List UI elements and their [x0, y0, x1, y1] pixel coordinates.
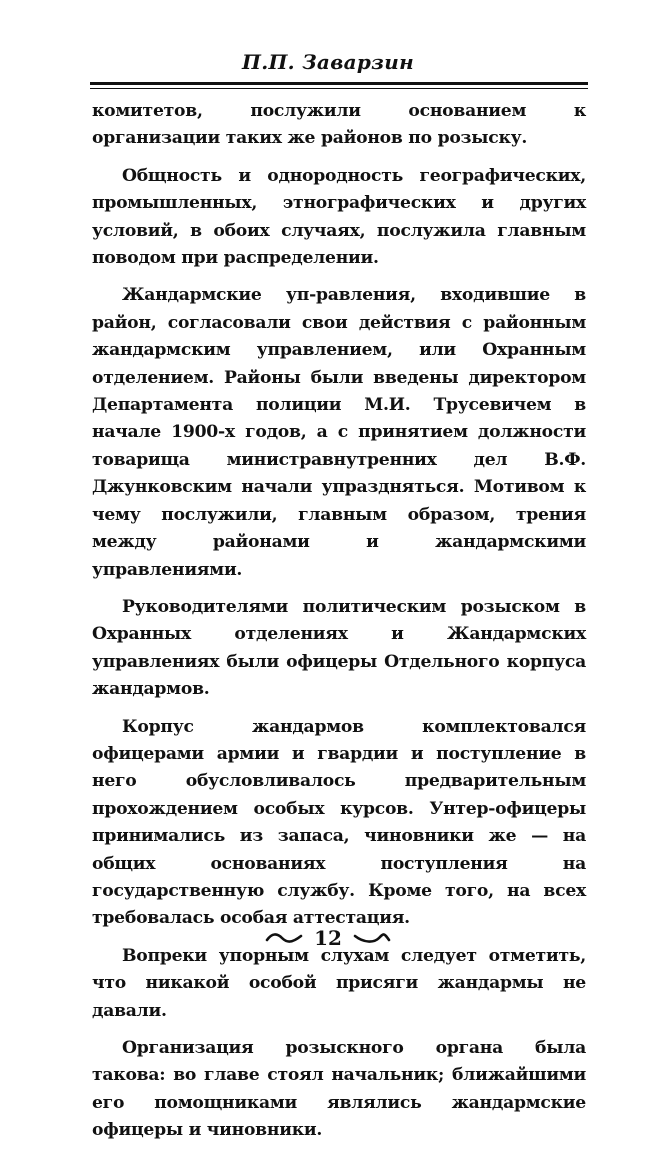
paragraph-6: Вопреки упорным слухам следует отметить, что никакой особой присяги жандармы не давали.: [92, 945, 586, 1021]
paragraph-4: Руководителями политическим розыском в Охранных отделениях и Жандармских управлениях были офицеры Отдельного корпуса жандармов.: [92, 596, 586, 700]
header-rule-thin: [90, 88, 588, 89]
paragraph-5: Корпус жандармов комплектовался офицерами армии и гвардии и поступление в него обусловливалось предварительным прохождением особых курсов. Унтер-офицеры принимались из запаса, чиновники же — на общих основаниях поступления на государственную службу. Кроме того, на всех требовалась особая аттестация.: [92, 716, 586, 929]
paragraph-7: Организация розыскного органа была такова: во главе стоял начальник; ближайшими его помощниками являлись жандармские офицеры и чиновники.: [92, 1038, 586, 1141]
paragraph-1: комитетов, послужили основанием к организации таких же районов по розыску.: [92, 101, 586, 149]
header-rule-thick: [90, 82, 588, 85]
paragraph-2: Общность и однородность географических, промышленных, этнографических и других условий, в обоих случаях, послужила главным поводом при распределении.: [92, 165, 586, 269]
page-number: 12: [314, 925, 342, 950]
running-head-title: П.П. Заварзин: [242, 50, 414, 74]
right-swash-ornament-icon: [353, 931, 391, 945]
paragraph-3: Жандармские уп-равления, входившие в район, согласовали свои действия с районным жандармским управлением, или Охранным отделением. Районы были введены директором Департамента полиции М.И. Трусевичем в начале 1900-х годов, а с принятием должности товарища министравнутренних дел В.Ф. Джунковским начали упраздняться. Мотивом к чему послужили, главным образом, трения между районами и жандармскими управлениями.: [92, 285, 586, 580]
left-swash-ornament-icon: [265, 931, 303, 945]
body-text: [92, 98, 586, 1155]
page-footer: [0, 924, 656, 950]
